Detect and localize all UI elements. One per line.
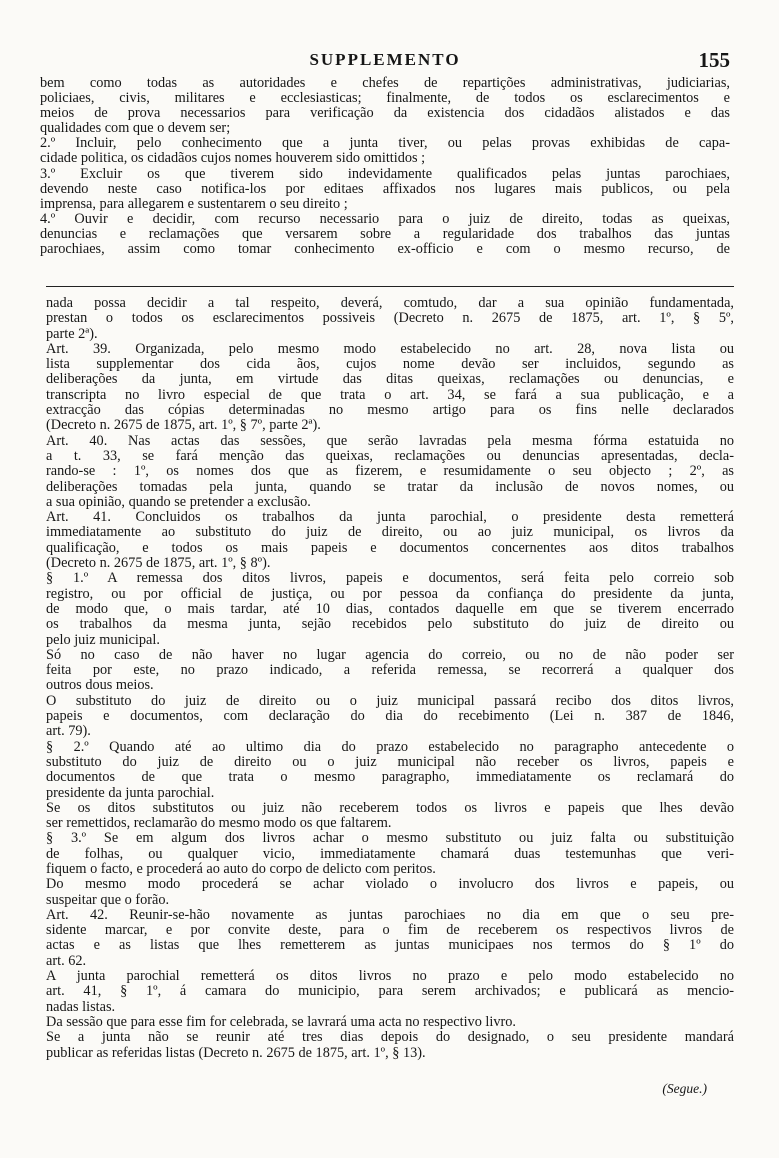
text-line: de folhas, ou qualquer vicio, immediatamente chamará duas testemunhas que veri- (46, 846, 734, 862)
text-line: § 1.º A remessa dos ditos livros, papeis e documentos, será feita pelo correio sob (46, 571, 734, 587)
continuation-note: (Segue.) (662, 1081, 707, 1096)
text-line: meios de prova necessarios para verificação da existencia dos cidadãos alistados e das (40, 106, 730, 122)
text-line: feita por este, no prazo indicado, a referida remessa, se recorrerá a qualquer dos (46, 663, 734, 679)
text-line: Art. 39. Organizada, pelo mesmo modo estabelecido no art. 28, nova lista ou (46, 341, 734, 357)
page-number: 155 (698, 48, 730, 72)
page-header (40, 50, 730, 72)
section-divider (46, 286, 734, 287)
text-line: registro, ou por official de justiça, ou por pessoa da confiança do presidente da junta, (46, 586, 734, 602)
text-line: Da sessão que para esse fim for celebrada, se lavrará uma acta no respectivo livro. (46, 1014, 516, 1030)
running-title: SUPPLEMENTO (309, 50, 461, 69)
text-line: Se a junta não se reunir até tres dias depois do designado, o seu presidente mandará (46, 1030, 734, 1046)
text-line: § 2.º Quando até ao ultimo dia do prazo estabelecido no paragrapho antecedente o (46, 739, 734, 755)
text-line: deliberações da junta, em virtude das ditas queixas, reclamações ou denuncias, e (46, 372, 734, 388)
text-line: immediatamente ao substituto do juiz de direito, ou ao juiz municipal, os livros da (46, 525, 734, 541)
text-line: policiaes, civis, militares e ecclesiasticas; finalmente, de todos os esclarecimentos e (40, 91, 730, 107)
text-line: Se os ditos substitutos ou juiz não receberem todos os livros e papeis que lhes devão (46, 800, 734, 816)
text-line: actas e as listas que lhes remetterem as juntas municipaes nos termos do § 1º do (46, 938, 734, 954)
text-line: qualidades com que o devem ser; (40, 121, 231, 137)
text-line: rando-se : 1º, os nomes dos que as fizerem, e resumidamente o seu objecto ; 2º, as (46, 464, 734, 480)
text-line: documentos de que trata o mesmo paragrapho, immediatamente os reclamará do (46, 770, 734, 786)
text-line: prestan o todos os esclarecimentos possiveis (Decreto n. 2675 de 1875, art. 1º, § 5º, (46, 311, 734, 327)
text-line: de modo que, o mais tardar, até 10 dias, contados daquelle em que se tiverem encerrado (46, 601, 734, 617)
text-line: Art. 40. Nas actas das sessões, que serão lavradas pela mesma fórma estatuida no (46, 433, 734, 449)
text-line: substituto do juiz de direito ou o juiz municipal não receber os livros, papeis e (46, 754, 734, 770)
text-line: extracção das cópias determinadas no mesmo artigo para os fins nelle declarados (46, 403, 734, 419)
text-line: Art. 41. Concluidos os trabalhos da junta parochial, o presidente desta remetterá (46, 510, 734, 526)
text-line: bem como todas as autoridades e chefes de repartições administrativas, judiciarias, (40, 76, 730, 91)
text-line: deliberações tomadas pela junta, quando se tratar da inclusão de novos nomes, ou (46, 479, 734, 495)
text-line: ser remettidos, reclamarão do mesmo modo os que faltarem. (46, 816, 392, 832)
text-line: parte 2ª). (46, 326, 98, 342)
text-line: parochiaes, assim como tomar conhecimento ex-officio e com o mesmo recurso, de (40, 242, 730, 258)
text-line: suspeitar que o forão. (46, 892, 170, 908)
text-line: (Decreto n. 2675 de 1875, art. 1º, § 8º). (46, 556, 271, 572)
text-line: O substituto do juiz de direito ou o juiz municipal passará recibo dos ditos livros, (46, 693, 734, 709)
text-line: presidente da junta parochial. (46, 785, 215, 801)
text-line: Do mesmo modo procederá se achar violado o involucro dos livros e papeis, ou (46, 877, 734, 893)
text-line: publicar as referidas listas (Decreto n. 2675 de 1875, art. 1º, § 13). (46, 1045, 426, 1061)
text-line: (Decreto n. 2675 de 1875, art. 1º, § 7º, parte 2ª). (46, 418, 321, 434)
text-line: art. 79). (46, 724, 91, 740)
text-line: Art. 42. Reunir-se-hão novamente as juntas parochiaes no dia em que o seu pre- (46, 907, 734, 923)
text-line: art. 62. (46, 953, 87, 969)
text-line: nada possa decidir a tal respeito, deverá, comtudo, dar a sua opinião fundamentada, (46, 296, 734, 311)
text-line: nadas listas. (46, 999, 116, 1015)
text-line: A junta parochial remetterá os ditos livros no prazo e pelo modo estabelecido no (46, 969, 734, 985)
text-line: Só no caso de não haver no lugar agencia do correio, ou no de não poder ser (46, 647, 734, 663)
text-line: sidente marcar, e por convite deste, para o fim de receberem os respectivos livros de (46, 923, 734, 939)
text-line: 4.º Ouvir e decidir, com recurso necessario para o juiz de direito, todas as queixas, (40, 211, 730, 227)
text-line: pelo juiz municipal. (46, 632, 160, 648)
text-line: qualificação, e todos os mais papeis e documentos concernentes aos ditos trabalhos (46, 540, 734, 556)
text-line: § 3.º Se em algum dos livros achar o mesmo substituto ou juiz falta ou substituição (46, 831, 734, 847)
text-line: 2.º Incluir, pelo conhecimento que a junta tiver, ou pelas provas exhibidas de capa- (40, 136, 730, 152)
text-line: cidade politica, os cidadãos cujos nomes houverem sido omittidos ; (40, 151, 426, 167)
text-line: devendo neste caso notifica-los por editaes affixados nos lugares mais publicos, ou pela (40, 181, 730, 197)
text-line: fiquem o facto, e procederá ao auto do corpo de delicto com peritos. (46, 861, 436, 877)
text-line: lista supplementar dos cida ãos, cujos nome devão ser incluidos, segundo as (46, 357, 734, 373)
text-line: a t. 33, se fará menção das queixas, reclamações ou denuncias apresentadas, decla- (46, 448, 734, 464)
bottom-paragraphs (46, 296, 734, 1061)
text-line: os trabalhos da mesma junta, sejão recebidos pelo substituto do juiz de direito ou (46, 617, 734, 633)
text-line: art. 41, § 1º, á camara do municipio, para serem archivados; e publicará as mencio- (46, 984, 734, 1000)
text-line: denuncias e reclamações que versarem sobre a regularidade dos trabalhos das juntas (40, 226, 730, 242)
text-line: imprensa, para allegarem e sustentarem o seu direito ; (40, 196, 348, 212)
text-line: outros dous meios. (46, 678, 154, 694)
text-line: transcripta no livro especial de que trata o art. 34, se fará a sua publicação, e a (46, 387, 734, 403)
text-line: a sua opinião, quando se pretender a exclusão. (46, 494, 311, 510)
text-line: 3.º Excluir os que tiverem sido indevidamente qualificados pelas juntas parochiaes, (40, 166, 730, 182)
text-line: papeis e documentos, com declaração do dia do recebimento (Lei n. 387 de 1846, (46, 709, 734, 725)
top-paragraphs (40, 76, 730, 257)
